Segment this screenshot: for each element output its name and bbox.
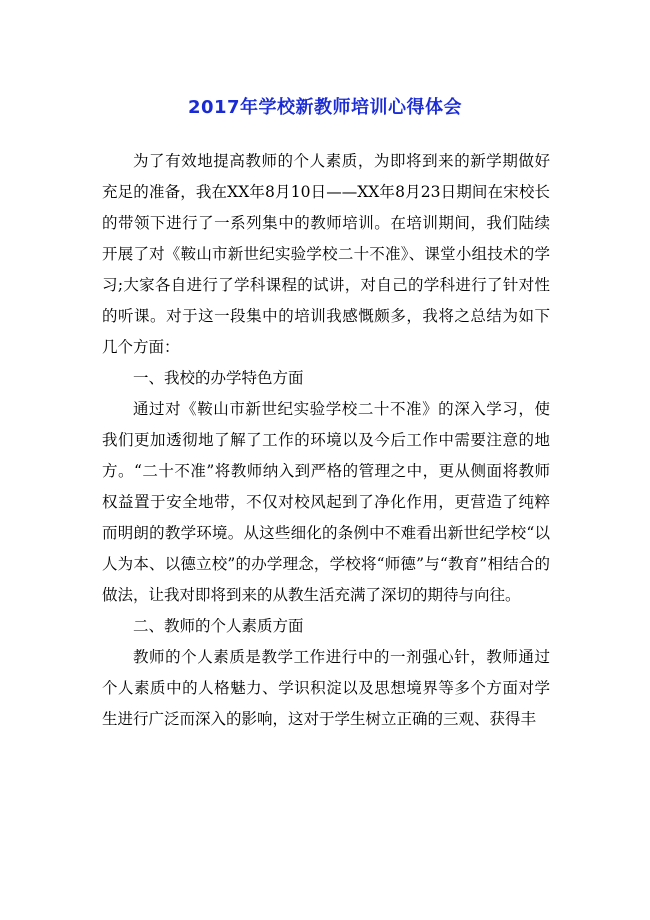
document-body: [102, 146, 550, 735]
document-title: 2017年学校新教师培训心得体会: [187, 97, 463, 118]
section-heading: 二、教师的个人素质方面: [133, 617, 304, 635]
body-paragraph: 为了有效地提高教师的个人素质，为即将到来的新学期做好充足的准备，我在XX年8月10日——XX年8月23日期间在宋校长的带领下进行了一系列集中的教师培训。在培训期间，我们陆续开展了对《鞍山市新世纪实验学校二十不准》、课堂小组技术的学习;大家各自进行了学科课程的试讲，对自己的学科进行了针对性的听课。对于这一段集中的培训我感慨颇多，我将之总结为如下几个方面：: [102, 152, 550, 356]
body-paragraph: 教师的个人素质是教学工作进行中的一剂强心针，教师通过个人素质中的人格魅力、学识积淀以及思想境界等多个方面对学生进行广泛而深入的影响，这对于学生树立正确的三观、获得丰: [102, 648, 550, 728]
body-paragraph: 通过对《鞍山市新世纪实验学校二十不准》的深入学习，使我们更加透彻地了解了工作的环境以及今后工作中需要注意的地方。“二十不准”将教师纳入到严格的管理之中，更从侧面将教师权益置于安全地带，不仅对校风起到了净化作用，更营造了纯粹而明朗的教学环境。从这些细化的条例中不难看出新世纪学校“以人为本、以德立校”的办学理念，学校将“师德”与“教育”相结合的做法，让我对即将到来的从教生活充满了深切的期待与向往。: [102, 400, 550, 604]
section-heading: 一、我校的办学特色方面: [133, 369, 304, 387]
